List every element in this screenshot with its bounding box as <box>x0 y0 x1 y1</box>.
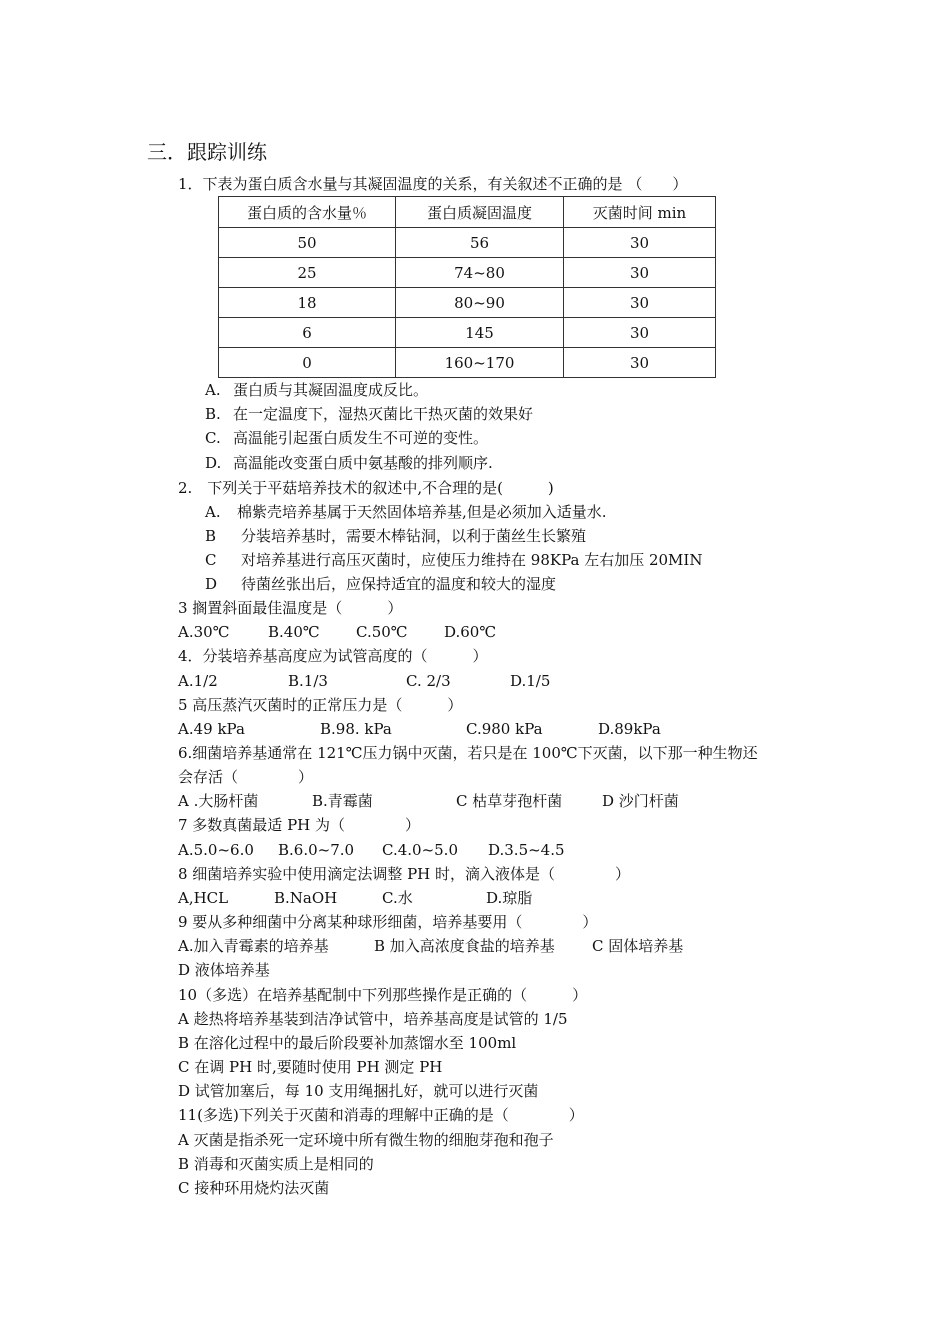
question-11-stem: 11(多选)下列关于灭菌和消毒的理解中正确的是（ ） <box>178 1106 584 1124</box>
table-cell: 56 <box>396 228 564 258</box>
option-b: B 加入高浓度食盐的培养基 <box>374 937 555 955</box>
option-a: A.加入青霉素的培养基 <box>178 937 329 955</box>
question-2-option-d: D 待菌丝张出后，应保持适宜的温度和较大的湿度 <box>205 575 557 593</box>
question-1-option-b: B. 在一定温度下，湿热灭菌比干热灭菌的效果好 <box>205 405 534 423</box>
question-2-option-a: A. 棉紫壳培养基属于天然固体培养基,但是必须加入适量水. <box>205 503 607 521</box>
table-cell: 30 <box>564 348 716 378</box>
option-c: C.980 kPa <box>466 720 543 738</box>
question-2-option-b: B 分装培养基时，需要木棒钻洞，以利于菌丝生长繁殖 <box>205 527 587 545</box>
option-b: B.98. kPa <box>320 720 392 738</box>
option-b: B.NaOH <box>274 889 338 907</box>
table-row <box>219 348 716 378</box>
option-a: A.30℃ <box>178 623 230 641</box>
question-7-stem: 7 多数真菌最适 PH 为（ ） <box>178 816 421 834</box>
question-10-option-b: B 在溶化过程中的最后阶段要补加蒸馏水至 100ml <box>178 1034 517 1052</box>
question-6-stem-cont: 会存活（ ） <box>178 768 314 786</box>
option-d: D.琼脂 <box>486 889 533 907</box>
option-c: C 枯草芽孢杆菌 <box>456 792 563 810</box>
table-row <box>219 258 716 288</box>
question-1-stem: 1．下表为蛋白质含水量与其凝固温度的关系，有关叙述不正确的是 （ ） <box>178 175 688 193</box>
table-cell: 74~80 <box>396 258 564 288</box>
option-c: C.50℃ <box>356 623 408 641</box>
option-c: C. 2/3 <box>406 672 451 690</box>
question-1-option-a: A. 蛋白质与其凝固温度成反比。 <box>205 381 429 399</box>
question-10-option-d: D 试管加塞后，每 10 支用绳捆扎好，就可以进行灭菌 <box>178 1082 539 1100</box>
question-8-stem: 8 细菌培养实验中使用滴定法调整 PH 时，滴入液体是（ ） <box>178 865 631 883</box>
table-header-cell: 蛋白质的含水量％ <box>219 197 396 228</box>
question-3-stem: 3 搁置斜面最佳温度是（ ） <box>178 599 403 617</box>
table-cell: 80~90 <box>396 288 564 318</box>
table-row <box>219 288 716 318</box>
option-a: A.5.0~6.0 <box>178 841 254 859</box>
option-d: D.60℃ <box>444 623 497 641</box>
option-d: D 沙门杆菌 <box>602 792 679 810</box>
option-b: B.青霉菌 <box>312 792 373 810</box>
question-4-stem: 4．分装培养基高度应为试管高度的（ ） <box>178 647 488 665</box>
protein-data-table <box>218 196 716 378</box>
section-heading: 三．跟踪训练 <box>147 140 267 164</box>
question-2-option-c: C 对培养基进行高压灭菌时，应使压力维持在 98KPa 左右加压 20MIN <box>205 551 703 569</box>
question-10-stem: 10（多选）在培养基配制中下列那些操作是正确的（ ） <box>178 986 588 1004</box>
table-cell: 30 <box>564 288 716 318</box>
option-b: B.40℃ <box>268 623 320 641</box>
question-1-option-c: C. 高温能引起蛋白质发生不可逆的变性。 <box>205 429 489 447</box>
table-cell: 160~170 <box>396 348 564 378</box>
table-cell: 18 <box>219 288 396 318</box>
option-a: A.49 kPa <box>178 720 245 738</box>
question-11-option-c: C 接种环用烧灼法灭菌 <box>178 1179 330 1197</box>
table-cell: 25 <box>219 258 396 288</box>
option-d: D.89kPa <box>598 720 661 738</box>
option-a: A.1/2 <box>178 672 218 690</box>
question-11-option-b: B 消毒和灭菌实质上是相同的 <box>178 1155 374 1173</box>
table-cell: 0 <box>219 348 396 378</box>
table-row <box>219 228 716 258</box>
question-9-option-d: D 液体培养基 <box>178 961 270 979</box>
table-header-cell: 蛋白质凝固温度 <box>396 197 564 228</box>
question-11-option-a: A 灭菌是指杀死一定环境中所有微生物的细胞芽孢和孢子 <box>178 1131 554 1149</box>
table-cell: 145 <box>396 318 564 348</box>
question-9-stem: 9 要从多种细菌中分离某种球形细菌，培养基要用（ ） <box>178 913 598 931</box>
option-b: B.6.0~7.0 <box>278 841 355 859</box>
question-2-stem: 2. 下列关于平菇培养技术的叙述中,不合理的是( ) <box>178 479 554 497</box>
question-10-option-c: C 在调 PH 时,要随时使用 PH 测定 PH <box>178 1058 443 1076</box>
option-a: A .大肠杆菌 <box>178 792 259 810</box>
option-c: C.4.0~5.0 <box>382 841 458 859</box>
table-cell: 6 <box>219 318 396 348</box>
option-d: D.3.5~4.5 <box>488 841 565 859</box>
option-d: D.1/5 <box>510 672 551 690</box>
option-b: B.1/3 <box>288 672 328 690</box>
question-10-option-a: A 趁热将培养基装到洁净试管中，培养基高度是试管的 1/5 <box>178 1010 568 1028</box>
table-cell: 30 <box>564 228 716 258</box>
question-6-stem: 6.细菌培养基通常在 121℃压力锅中灭菌，若只是在 100℃下灭菌，以下那一种生物还 <box>178 744 758 762</box>
table-cell: 30 <box>564 258 716 288</box>
option-a: A,HCL <box>178 889 229 907</box>
option-c: C 固体培养基 <box>592 937 684 955</box>
table-header-row <box>219 197 716 228</box>
question-1-option-d: D. 高温能改变蛋白质中氨基酸的排列顺序. <box>205 454 493 472</box>
table-header-cell: 灭菌时间 min <box>564 197 716 228</box>
option-c: C.水 <box>382 889 413 907</box>
table-cell: 30 <box>564 318 716 348</box>
table-row <box>219 318 716 348</box>
question-5-stem: 5 高压蒸汽灭菌时的正常压力是（ ） <box>178 696 463 714</box>
table-cell: 50 <box>219 228 396 258</box>
